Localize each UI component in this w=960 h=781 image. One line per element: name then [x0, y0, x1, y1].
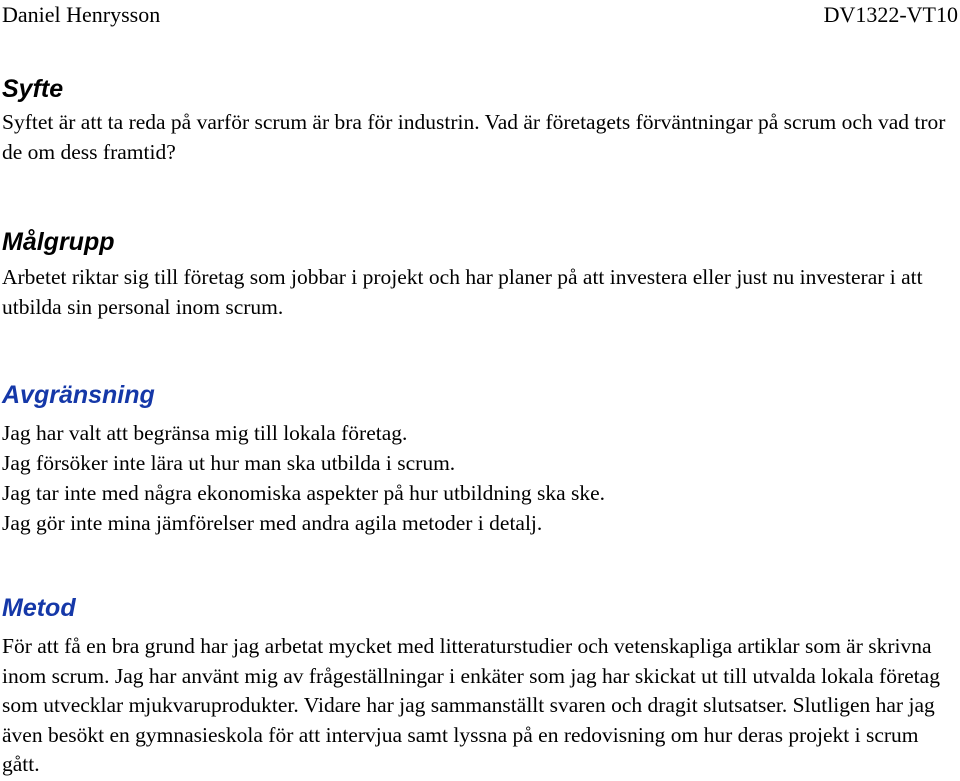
author-name: Daniel Henrysson [2, 2, 161, 27]
section-avgransning [2, 378, 957, 538]
list-item: Jag tar inte med några ekonomiska aspekter på hur utbildning ska ske. [2, 481, 606, 505]
section-metod [2, 591, 957, 780]
avgransning-list [2, 418, 957, 538]
paragraph-syfte: Syftet är att ta reda på varför scrum är bra för industrin. Vad är företagets förväntningar på scrum och vad tror de om dess framtid? [2, 110, 946, 164]
list-item: Jag har valt att begränsa mig till lokala företag. [2, 421, 408, 445]
section-syfte [2, 72, 957, 167]
section-malgrupp [2, 225, 957, 322]
paragraph-metod: För att få en bra grund har jag arbetat mycket med litteraturstudier och vetenskapliga artiklar som är skrivna inom scrum. Jag har använt mig av frågeställningar i enkäter som jag har skickat ut till utvalda lokala företag som utvecklar mjukvaruprodukter. Vidare har jag sammanställt svaren och dragit slutsatser. Slutligen har jag även besökt en gymnasieskola för att intervjua samt lyssna på en redovisning om hur deras projekt i scrum gått. [2, 634, 940, 776]
heading-malgrupp: Målgrupp [2, 228, 115, 256]
heading-metod: Metod [2, 594, 76, 622]
page-header [0, 0, 960, 30]
paragraph-malgrupp: Arbetet riktar sig till företag som jobbar i projekt och har planer på att investera eller just nu investerar i att utbilda sin personal inom scrum. [2, 265, 923, 319]
course-code: DV1322-VT10 [823, 2, 958, 27]
list-item: Jag försöker inte lära ut hur man ska utbilda i scrum. [2, 451, 456, 475]
heading-syfte: Syfte [2, 75, 64, 103]
list-item: Jag gör inte mina jämförelser med andra agila metoder i detalj. [2, 511, 543, 535]
heading-avgransning: Avgränsning [2, 381, 155, 409]
